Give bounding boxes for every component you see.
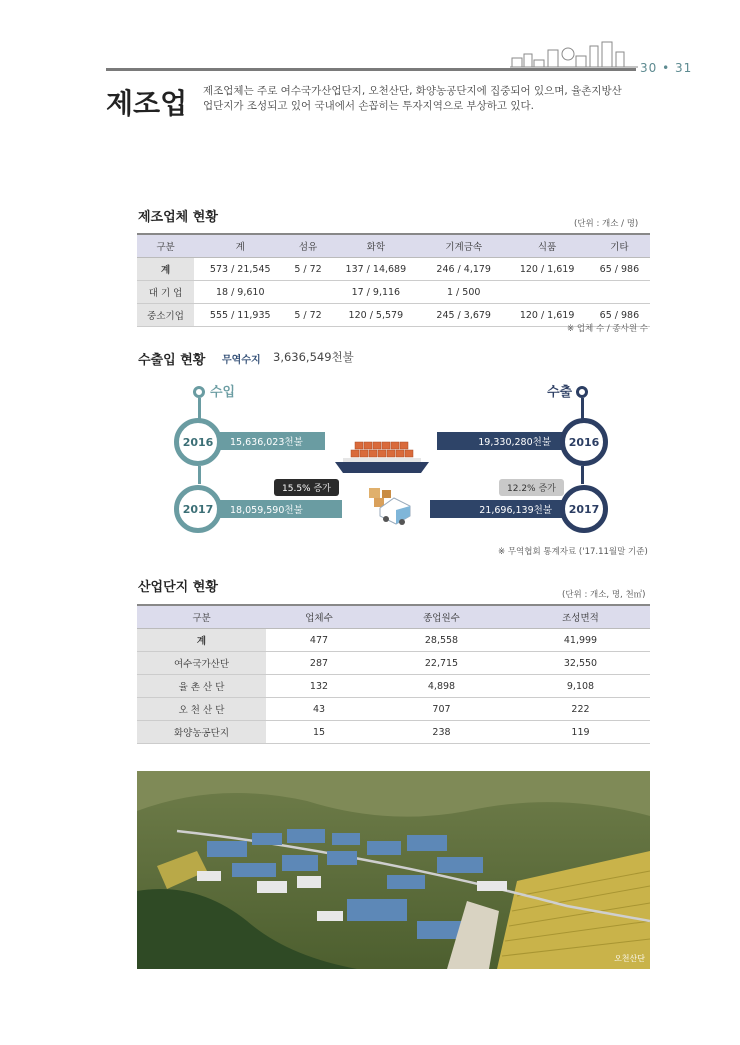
table-cell: 65 / 986 <box>589 258 650 281</box>
intro-text: 제조업체는 주로 여수국가산업단지, 오천산단, 화양농공단지에 집중되어 있으며, 율촌지방산업단지가 조성되고 있어 국내에서 손꼽히는 투자지역으로 부상하고 있다. <box>203 85 622 112</box>
export-marker-icon <box>576 386 588 398</box>
import-2016-ring <box>174 418 222 466</box>
export-2016-year: 2016 <box>568 435 600 449</box>
export-connector <box>581 398 584 420</box>
row-header: 계 <box>137 629 266 652</box>
column-header: 기계금속 <box>422 234 505 258</box>
industrial-title: 산업단지 현황 <box>138 580 218 595</box>
trade-balance-value: 3,636,549천불 <box>273 350 354 364</box>
table-cell: 120 / 1,619 <box>505 258 588 281</box>
table-cell <box>589 281 650 304</box>
table-cell <box>505 281 588 304</box>
table-cell: 555 / 11,935 <box>194 304 286 327</box>
export-label: 수출 <box>547 385 573 400</box>
table-row <box>137 258 650 281</box>
table-cell: 17 / 9,116 <box>330 281 422 304</box>
manufacturing-table <box>137 233 650 327</box>
column-header: 기타 <box>589 234 650 258</box>
table-row <box>137 629 650 652</box>
export-growth-badge: 12.2% 증가 <box>499 479 564 496</box>
industrial-unit: (단위 : 개소, 명, 천㎡) <box>562 590 646 600</box>
table-cell: 287 <box>266 652 372 675</box>
import-growth-badge: 15.5% 증가 <box>274 479 339 496</box>
table-cell: 22,715 <box>372 652 511 675</box>
import-2017-ring <box>174 485 222 533</box>
table-header-row <box>137 234 650 258</box>
row-header: 화양농공단지 <box>137 721 266 744</box>
column-header: 구분 <box>137 605 266 629</box>
city-skyline-illustration <box>510 40 638 68</box>
table-cell: 65 / 986 <box>589 304 650 327</box>
table-cell: 120 / 5,579 <box>330 304 422 327</box>
import-label: 수입 <box>210 385 236 400</box>
table-header-row <box>137 605 650 629</box>
export-2016-ring <box>560 418 608 466</box>
table-cell: 5 / 72 <box>286 258 329 281</box>
row-header: 대 기 업 <box>137 281 194 304</box>
import-connector <box>198 398 201 420</box>
table-cell <box>286 281 329 304</box>
import-2017-value: 18,059,590천불 <box>230 505 303 516</box>
column-header: 구분 <box>137 234 194 258</box>
manufacturing-unit: (단위 : 개소 / 명) <box>574 219 639 229</box>
table-cell: 573 / 21,545 <box>194 258 286 281</box>
page-numbers: 30 • 31 <box>640 61 693 75</box>
page-title: 제조업 <box>106 87 188 120</box>
table-cell: 245 / 3,679 <box>422 304 505 327</box>
table-row <box>137 675 650 698</box>
table-cell: 4,898 <box>372 675 511 698</box>
manufacturing-note: ※ 업체 수 / 종사원 수 <box>567 324 648 334</box>
industrial-table <box>137 604 650 744</box>
row-header: 오 천 산 단 <box>137 698 266 721</box>
column-header: 종업원수 <box>372 605 511 629</box>
table-row <box>137 721 650 744</box>
export-2017-ring <box>560 485 608 533</box>
table-cell: 43 <box>266 698 372 721</box>
cargo-ship-icon <box>333 436 431 476</box>
table-cell: 132 <box>266 675 372 698</box>
header-rule <box>106 68 636 71</box>
table-cell: 119 <box>511 721 650 744</box>
aerial-photo <box>137 771 650 969</box>
export-2017-value: 21,696,139천불 <box>479 505 552 516</box>
export-connector-2 <box>581 466 584 484</box>
table-cell: 246 / 4,179 <box>422 258 505 281</box>
column-header: 화학 <box>330 234 422 258</box>
row-header: 중소기업 <box>137 304 194 327</box>
import-2016-year: 2016 <box>182 435 214 449</box>
export-2016-value: 19,330,280천불 <box>478 437 551 448</box>
table-cell: 707 <box>372 698 511 721</box>
table-row <box>137 281 650 304</box>
trade-note: ※ 무역협회 통계자료 ('17.11월말 기준) <box>498 547 648 557</box>
row-header: 여수국가산단 <box>137 652 266 675</box>
column-header: 식품 <box>505 234 588 258</box>
table-row <box>137 652 650 675</box>
trade-title: 수출입 현황 <box>138 353 206 368</box>
export-2017-year: 2017 <box>568 502 600 516</box>
table-cell: 222 <box>511 698 650 721</box>
table-cell: 15 <box>266 721 372 744</box>
column-header: 계 <box>194 234 286 258</box>
import-marker-icon <box>193 386 205 398</box>
delivery-truck-icon <box>366 484 414 526</box>
table-cell: 1 / 500 <box>422 281 505 304</box>
row-header: 율 촌 산 단 <box>137 675 266 698</box>
column-header: 조성면적 <box>511 605 650 629</box>
export-2017-bar <box>430 500 580 518</box>
table-cell: 120 / 1,619 <box>505 304 588 327</box>
table-cell: 32,550 <box>511 652 650 675</box>
table-cell: 137 / 14,689 <box>330 258 422 281</box>
table-cell: 238 <box>372 721 511 744</box>
aerial-photo-illustration <box>137 771 650 969</box>
table-cell: 9,108 <box>511 675 650 698</box>
import-2016-value: 15,636,023천불 <box>230 437 303 448</box>
photo-caption: 오천산단 <box>614 954 645 963</box>
table-cell: 41,999 <box>511 629 650 652</box>
table-cell: 28,558 <box>372 629 511 652</box>
table-cell: 18 / 9,610 <box>194 281 286 304</box>
manufacturing-title: 제조업체 현황 <box>138 210 218 225</box>
column-header: 섬유 <box>286 234 329 258</box>
import-connector-2 <box>198 466 201 484</box>
table-row <box>137 698 650 721</box>
table-cell: 477 <box>266 629 372 652</box>
export-2016-bar <box>437 432 579 450</box>
import-2017-year: 2017 <box>182 502 214 516</box>
column-header: 업체수 <box>266 605 372 629</box>
table-cell: 5 / 72 <box>286 304 329 327</box>
row-header: 계 <box>137 258 194 281</box>
trade-balance-label: 무역수지 <box>222 355 261 366</box>
